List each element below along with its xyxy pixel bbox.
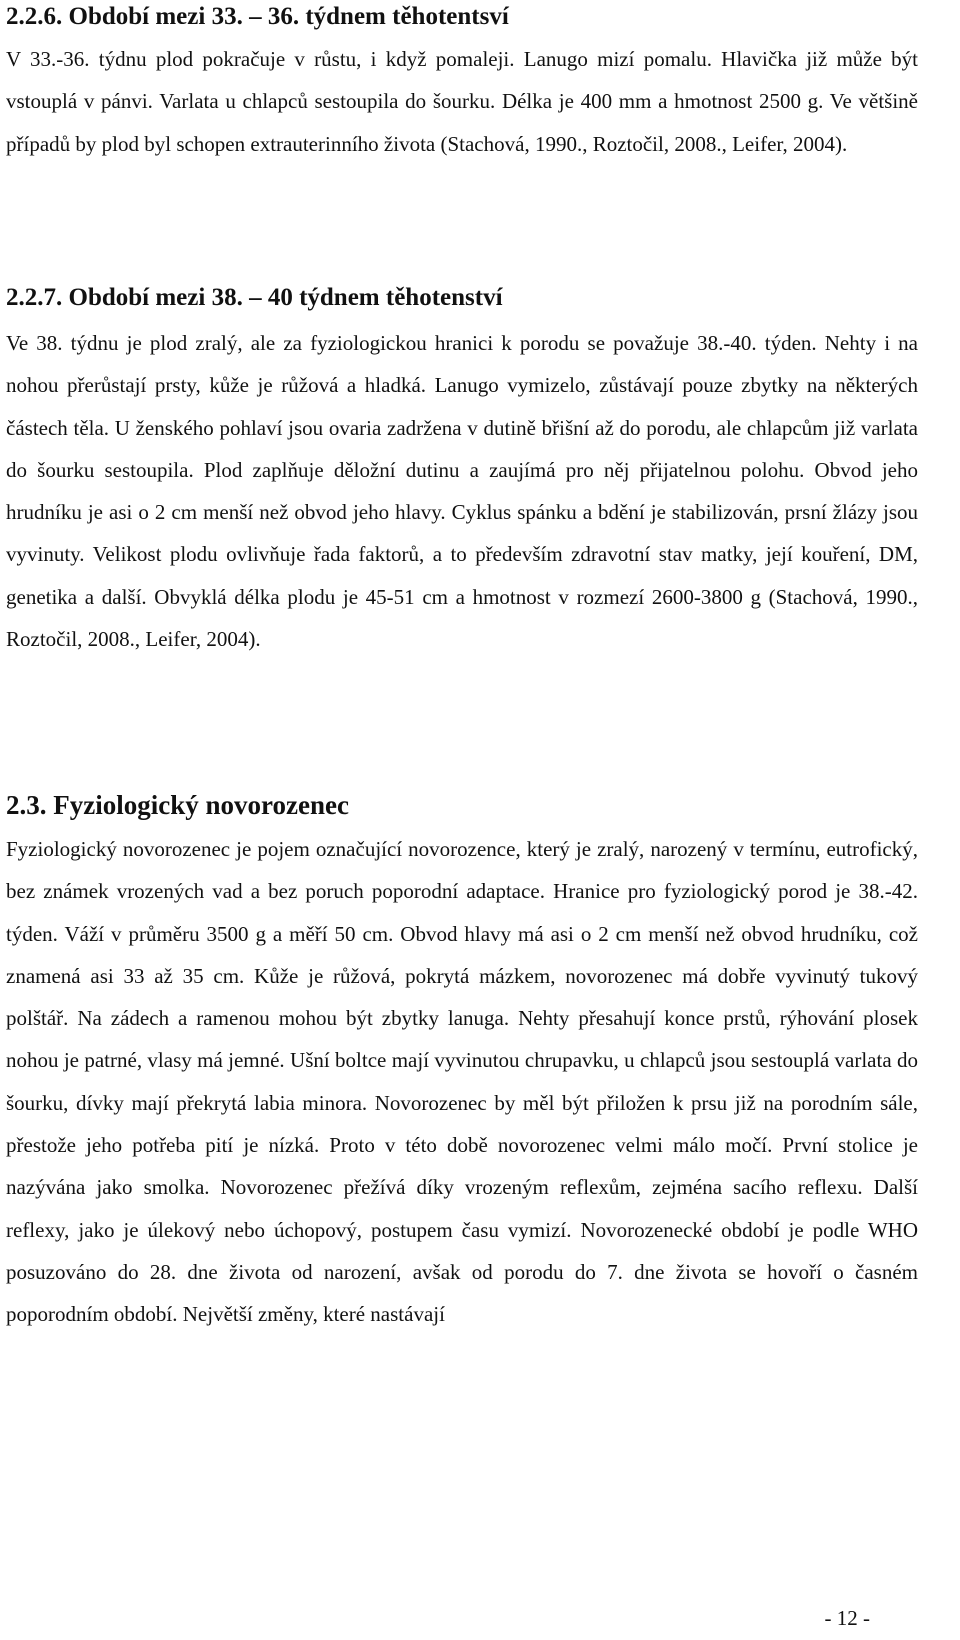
section-heading-2-3: 2.3. Fyziologický novorozenec [6, 790, 349, 820]
section-paragraph-2-3: Fyziologický novorozenec je pojem označující novorozence, který je zralý, narozený v termínu, eutrofický, bez známek vrozených vad a bez poruch poporodní adaptace. Hranice pro fyziologický porod je 38.-42. týden. Váží v průměru 3500 g a měří 50 cm. Obvod hlavy má asi o 2 cm menší než obvod hrudníku, což znamená asi 33 až 35 cm. Kůže je růžová, pokrytá mázkem, novorozenec má dobře vyvinutý tukový polštář. Na zádech a ramenou mohou být zbytky lanuga. Nehty přesahují konce prstů, rýhování plosek nohou je patrné, vlasy má jemné. Ušní boltce mají vyvinutou chrupavku, u chlapců jsou sestouplá varlata do šourku, dívky mají překrytá labia minora. Novorozenec by měl být přiložen k prsu již na porodním sále, přestože jeho potřeba pití je nízká. Proto v této době novorozenec velmi málo močí. První stolice je nazývána jako smolka. Novorozenec přežívá díky vrozeným reflexům, zejména sacího reflexu. Další reflexy, jako je úlekový nebo úchopový, postupem času vymizí. Novorozenecké období je podle WHO posuzováno do 28. dne života od narození, avšak od porodu do 7. dne života se hovoří o časném poporodním období. Největší změny, které nastávají [6, 837, 918, 1327]
section-paragraph-2-2-6: V 33.-36. týdnu plod pokračuje v růstu, i když pomaleji. Lanugo mizí pomalu. Hlavička již může být vstouplá v pánvi. Varlata u chlapců sestoupila do šourku. Délka je 400 mm a hmotnost 2500 g. Ve většině případů by plod byl schopen extrauterinního života (Stachová, 1990., Roztočil, 2008., Leifer, 2004). [6, 47, 918, 156]
page-number: - 12 - [824, 1606, 870, 1630]
section-paragraph-2-2-7: Ve 38. týdnu je plod zralý, ale za fyziologickou hranici k porodu se považuje 38.-40. týden. Nehty i na nohou přerůstají prsty, kůže je růžová a hladká. Lanugo vymizelo, zůstávají pouze zbytky na některých částech těla. U ženského pohlaví jsou ovaria zadržena v dutině břišní až do porodu, ale chlapcům již varlata do šourku sestoupila. Plod zaplňuje děložní dutinu a zaujímá pro něj přijatelnou polohu. Obvod jeho hrudníku je asi o 2 cm menší než obvod jeho hlavy. Cyklus spánku a bdění je stabilizován, prsní žlázy jsou vyvinuty. Velikost plodu ovlivňuje řada faktorů, a to především zdravotní stav matky, její kouření, DM, genetika a další. Obvyklá délka plodu je 45-51 cm a hmotnost v rozmezí 2600-3800 g (Stachová, 1990., Roztočil, 2008., Leifer, 2004). [6, 331, 918, 652]
section-heading-2-2-6: 2.2.6. Období mezi 33. – 36. týdnem těhotentsví [6, 3, 509, 30]
section-heading-2-2-7: 2.2.7. Období mezi 38. – 40 týdnem těhotenství [6, 284, 503, 311]
document-page [6, 0, 922, 1640]
